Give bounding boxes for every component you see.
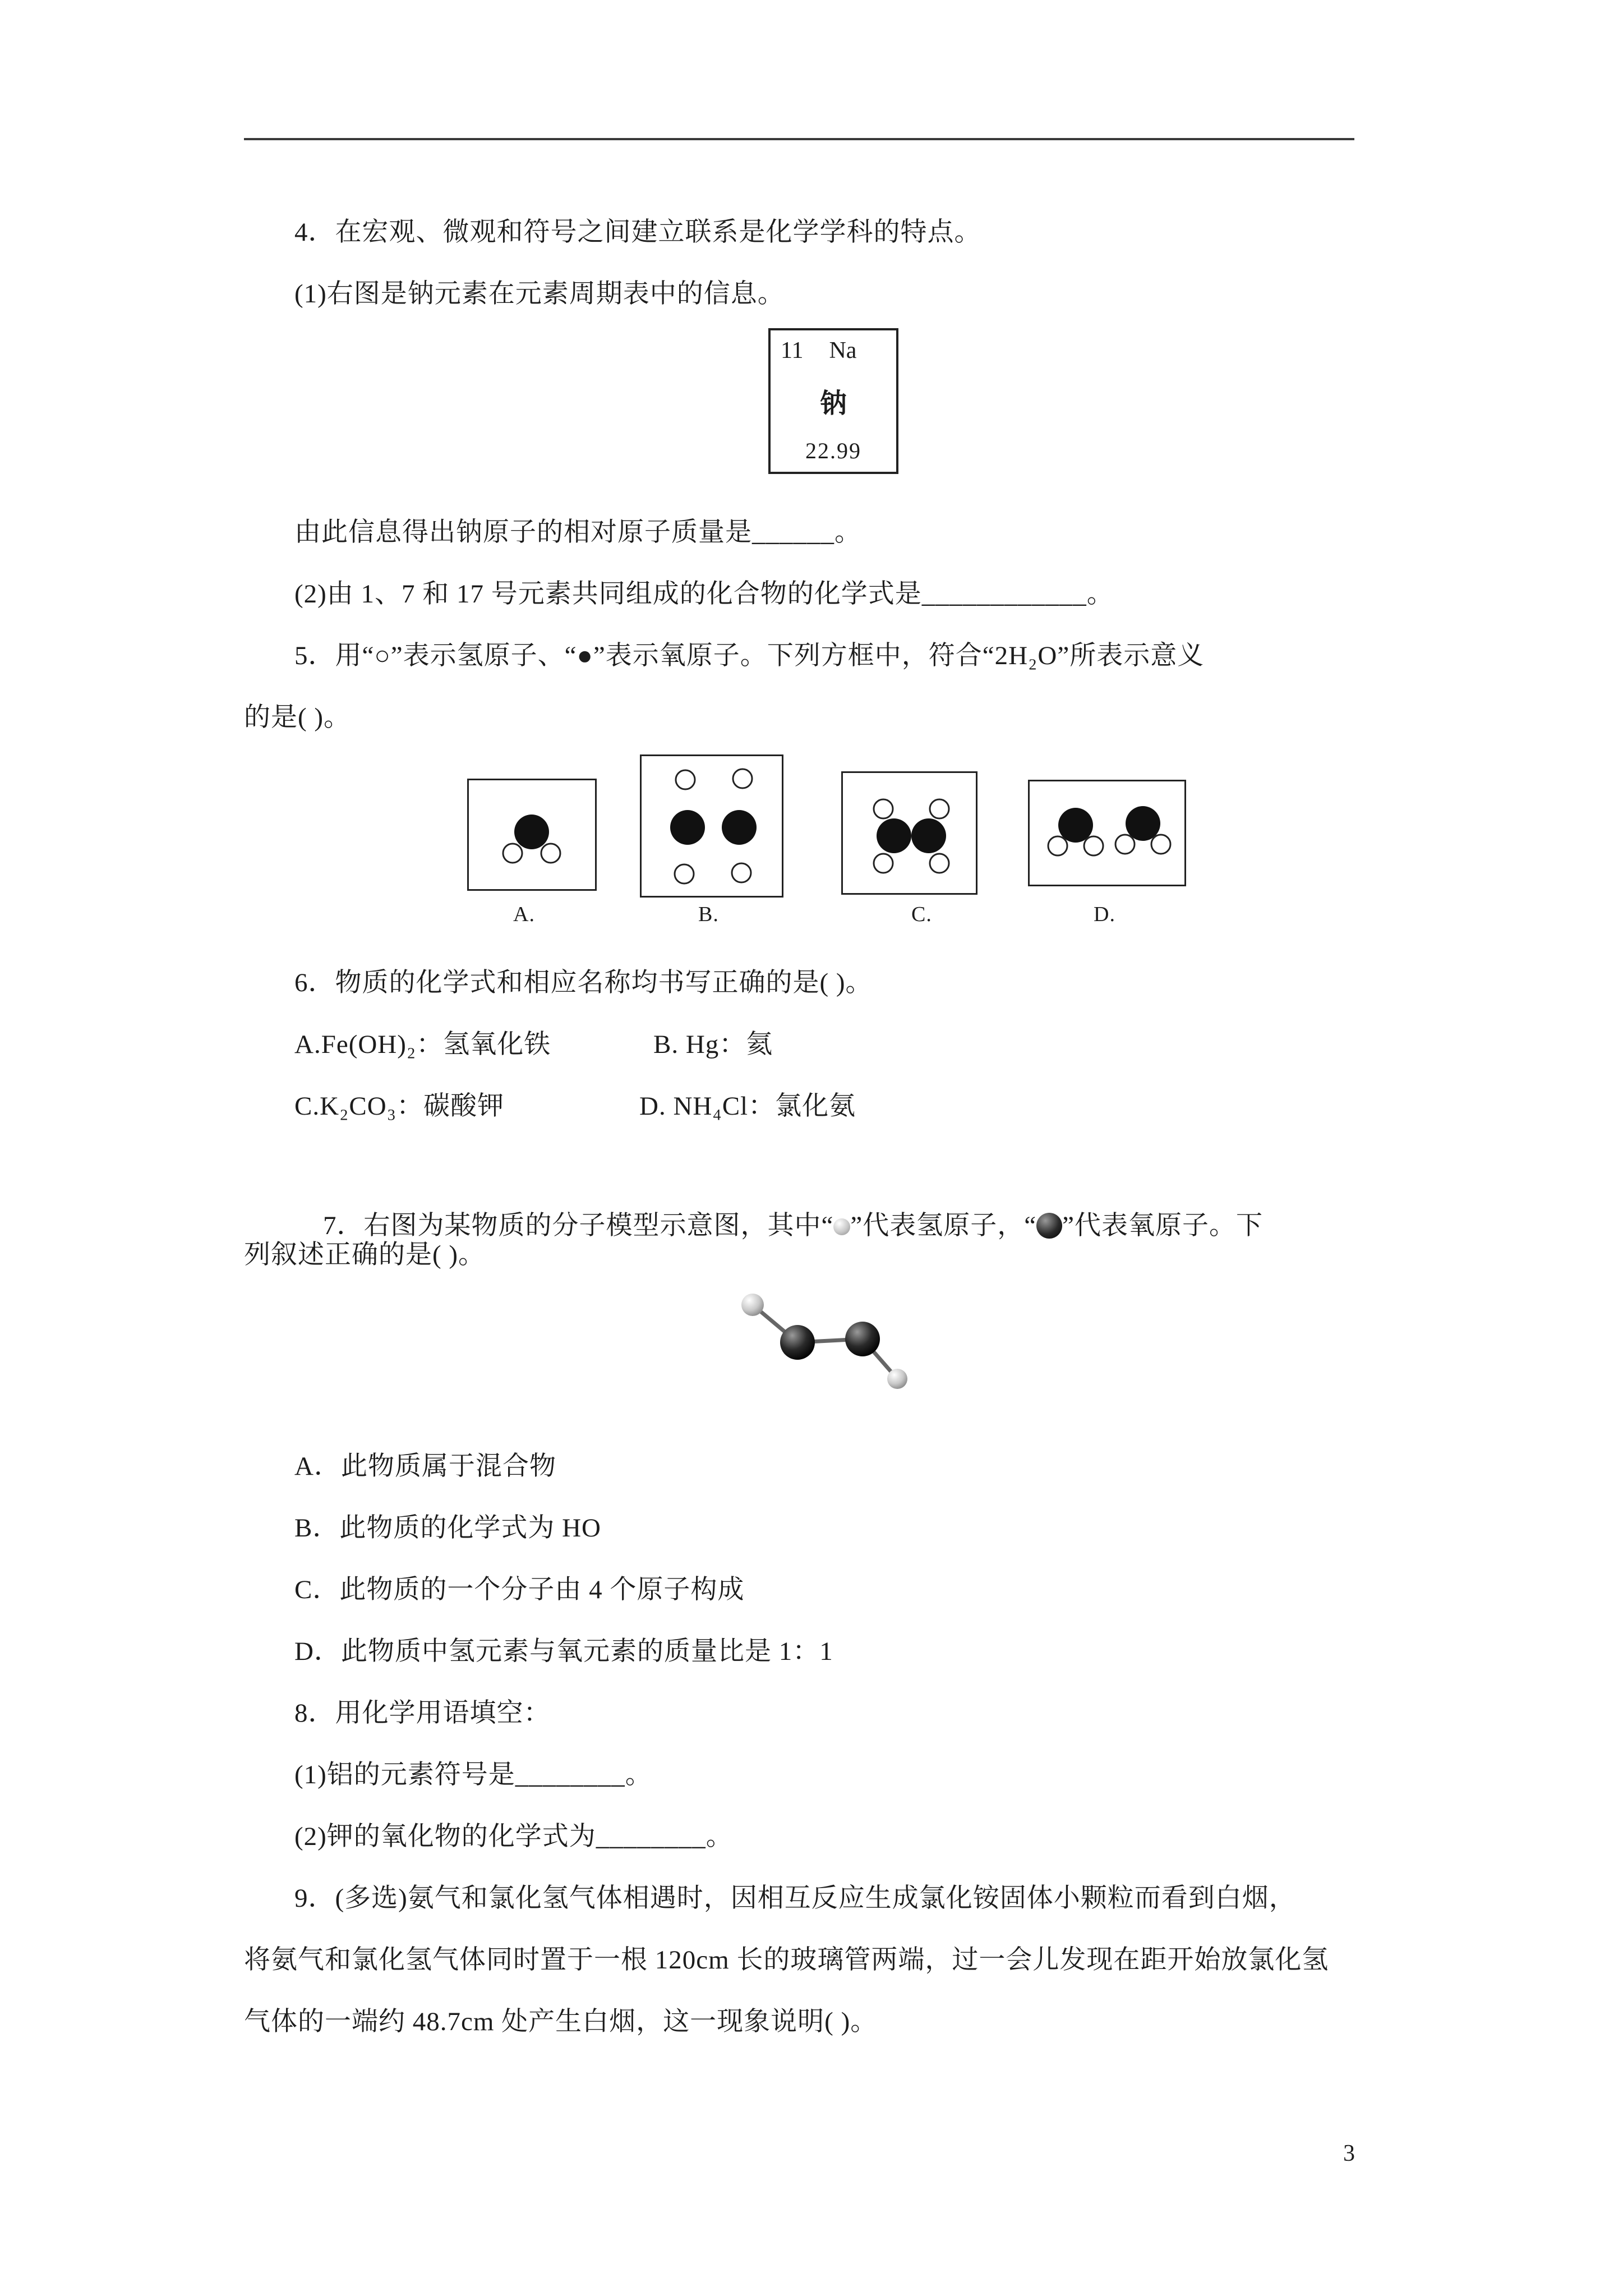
q6-stem: 6．物质的化学式和相应名称均书写正确的是( )。 [294, 968, 873, 997]
q8-stem: 8．用化学用语填空： [294, 1699, 551, 1728]
element-atomic-number: 11 [781, 338, 804, 364]
molecule-diagram-d [1028, 780, 1186, 886]
q5-stem-line1: 5．用“○”表示氢原子、“●”表示氧原子。下列方框中，符合“2H₂O”所表示意义 [294, 641, 1205, 670]
element-cell-top-row [781, 337, 886, 364]
hydrogen-atom [930, 799, 949, 818]
hydrogen-atom [930, 854, 949, 873]
molecule-diagram-c-svg [843, 773, 976, 893]
molecule-diagram-a [467, 779, 597, 891]
q9-stem-line1: 9．(多选)氨气和氯化氢气体相遇时，因相互反应生成氯化铵固体小颗粒而看到白烟， [294, 1884, 1296, 1913]
hydrogen-atom [874, 854, 893, 873]
hydrogen-atom [732, 863, 751, 882]
hydrogen-atom-icon [833, 1218, 850, 1235]
hydrogen-atom [503, 844, 522, 863]
option-label-c: C. [911, 903, 932, 926]
q4-sub2: (2)由 1、7 和 17 号元素共同组成的化合物的化学式是____________。 [294, 579, 1114, 609]
q7-stem-text-3: ”代表氧原子。下 [1062, 1211, 1263, 1240]
q5-stem-line2: 的是( )。 [244, 703, 351, 732]
oxygen-atom [911, 818, 946, 853]
hydrogen-atom [741, 1294, 764, 1316]
oxygen-atom [670, 810, 705, 845]
periodic-table-cell [768, 328, 898, 474]
oxygen-atom [514, 815, 549, 849]
hydrogen-atom [675, 864, 694, 884]
option-label-a: A. [513, 903, 535, 926]
header-rule [244, 138, 1354, 140]
molecule-model-image [729, 1285, 920, 1405]
oxygen-atom [722, 810, 757, 845]
q4-sub1: (1)右图是钠元素在元素周期表中的信息。 [294, 279, 785, 309]
molecule-diagram-d-svg [1030, 781, 1184, 885]
oxygen-atom [845, 1322, 880, 1356]
molecule-diagram-c [841, 771, 978, 895]
molecule-diagram-b-svg [642, 756, 782, 896]
hydrogen-atom [1048, 836, 1067, 855]
q4-stem: 4．在宏观、微观和符号之间建立联系是化学学科的特点。 [294, 218, 981, 247]
molecule-diagram-a-svg [469, 780, 595, 889]
q7-option-c: C．此物质的一个分子由 4 个原子构成 [294, 1575, 745, 1604]
q7-stem-text-1: 7．右图为某物质的分子模型示意图，其中“ [323, 1211, 834, 1240]
hydrogen-atom [887, 1369, 907, 1389]
q7-option-a: A．此物质属于混合物 [294, 1452, 556, 1481]
q9-stem-line3: 气体的一端约 48.7cm 处产生白烟，这一现象说明( )。 [244, 2007, 878, 2036]
oxygen-atom [780, 1325, 815, 1360]
element-symbol: Na [829, 338, 857, 364]
hydrogen-atom [676, 770, 695, 789]
q8-sub2: (2)钾的氧化物的化学式为________。 [294, 1822, 733, 1851]
hydrogen-atom [1151, 835, 1170, 854]
oxygen-atom-icon [1036, 1213, 1062, 1239]
element-name: 钠 [819, 389, 847, 418]
hydrogen-atom [541, 844, 560, 863]
element-relative-mass: 22.99 [805, 438, 861, 463]
hydrogen-atom [1115, 835, 1135, 854]
q6-option-d: D. NH₄Cl：氯化氨 [639, 1092, 856, 1121]
hydrogen-atom [874, 799, 893, 818]
molecule-diagram-b [640, 754, 783, 898]
q7-option-b: B．此物质的化学式为 HO [294, 1513, 601, 1543]
hydrogen-atom [1084, 836, 1103, 855]
q7-stem-text-2: ”代表氢原子，“ [850, 1211, 1037, 1240]
q4-blank-line: 由此信息得出钠原子的相对原子质量是______。 [294, 518, 861, 547]
hydrogen-atom [733, 769, 752, 788]
q6-option-c: C.K₂CO₃：碳酸钾 [294, 1092, 505, 1121]
page-number: 3 [1343, 2141, 1355, 2166]
option-label-b: B. [698, 903, 719, 926]
q9-stem-line2: 将氨气和氯化氢气体同时置于一根 120cm 长的玻璃管两端，过一会儿发现在距开始放氯化氢 [244, 1945, 1329, 1975]
q6-option-a: A.Fe(OH)₂：氢氧化铁 [294, 1030, 551, 1059]
q7-stem-line2: 列叙述正确的是( )。 [244, 1240, 486, 1269]
q8-sub1: (1)铝的元素符号是________。 [294, 1760, 652, 1789]
oxygen-atom [877, 818, 911, 853]
q7-option-d: D．此物质中氢元素与氧元素的质量比是 1：1 [294, 1637, 833, 1666]
q6-option-b: B. Hg：氦 [653, 1030, 773, 1059]
option-label-d: D. [1094, 903, 1115, 926]
